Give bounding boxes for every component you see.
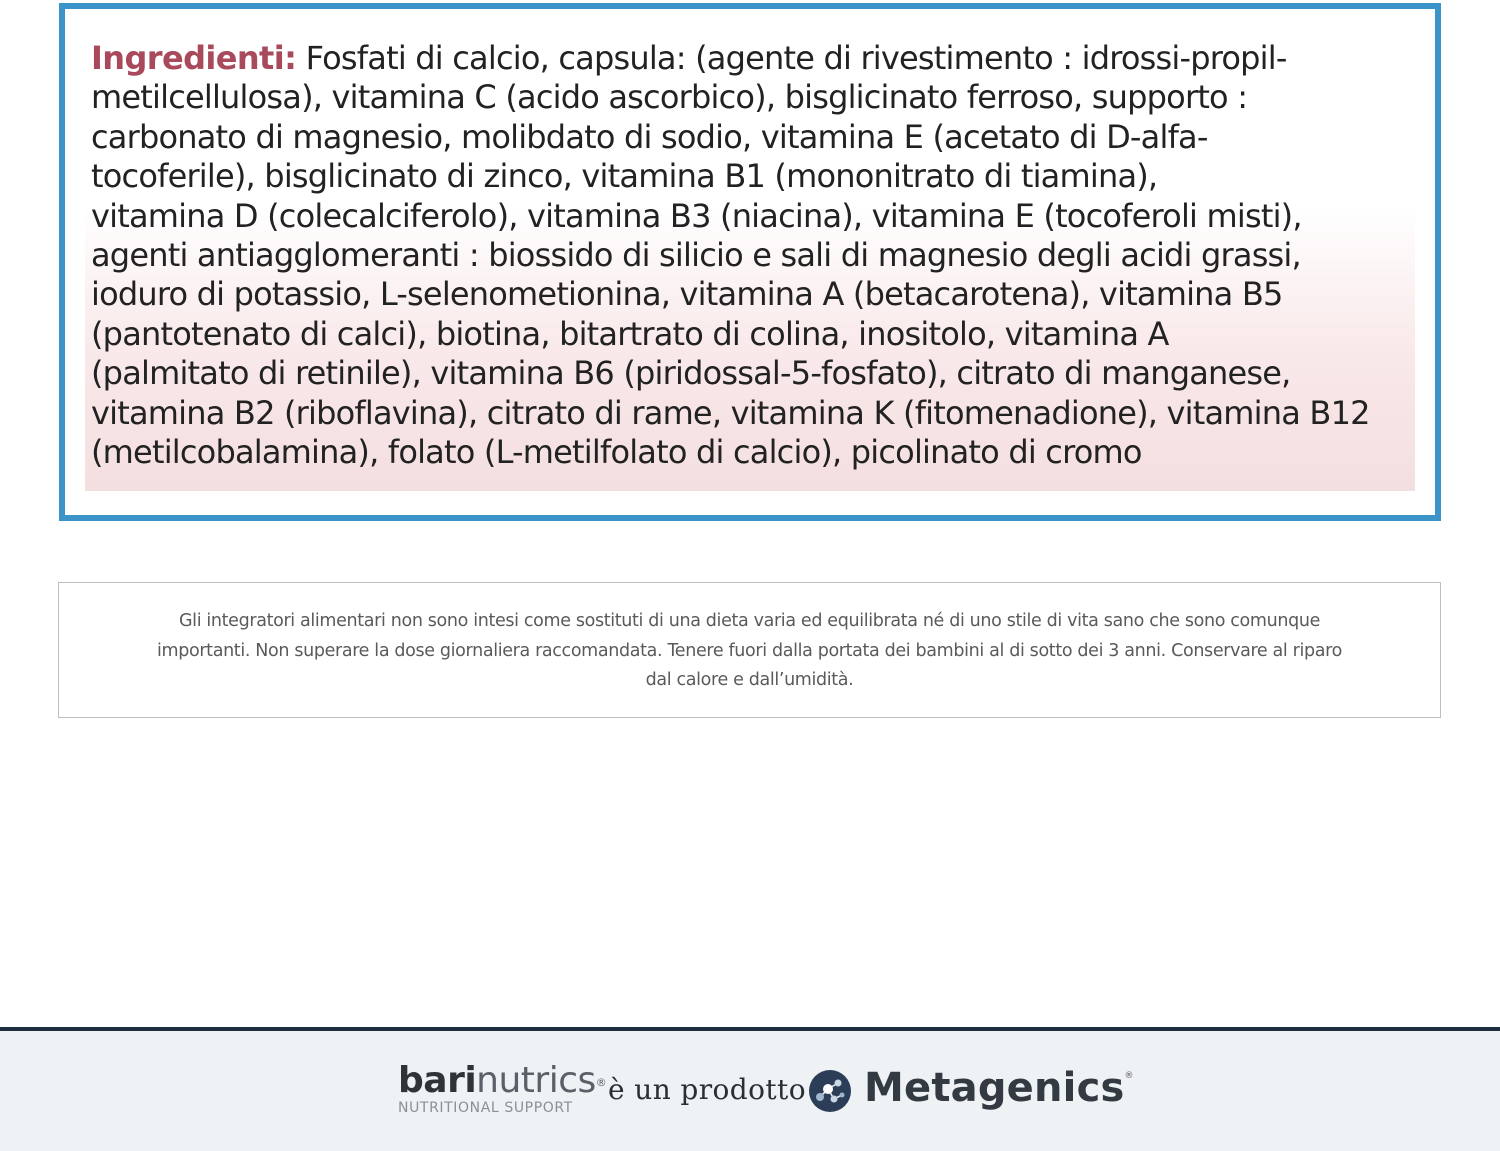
ingredients-text [91,39,1421,472]
metagenics-molecule-icon [808,1069,852,1113]
ingredients-label: Ingredienti: [91,39,297,77]
product-of-text: è un prodotto [608,1073,806,1106]
registered-mark: ® [595,1076,607,1089]
brand-tagline: NUTRITIONAL SUPPORT [398,1100,573,1116]
ingredients-line-3: carbonato di magnesio, molibdato di sodio, vitamina E (acetato di D-alfa- [91,117,1208,156]
brand-footer [0,1027,1500,1151]
ingredients-line-8: (pantotenato di calci), biotina, bitartrato di colina, inositolo, vitamina A [91,314,1169,353]
disclaimer-text [59,607,1440,696]
disclaimer-line-3: dal calore e dall’umidità. [645,670,854,690]
ingredients-line-2: metilcellulosa), vitamina C (acido ascorbico), bisglicinato ferroso, supporto : [91,78,1248,117]
ingredients-line-5: vitamina D (colecalciferolo), vitamina B3 (niacina), vitamina E (tocoferoli misti), [91,196,1302,235]
disclaimer-panel [58,582,1441,718]
ingredients-line-11: (metilcobalamina), folato (L-metilfolato di calcio), picolinato di cromo [91,433,1142,472]
metagenics-wordmark: Metagenics® [864,1065,1134,1111]
ingredients-line-9: (palmitato di retinile), vitamina B6 (piridossal-5-fosfato), citrato di manganese, [91,354,1291,393]
ingredients-line-4: tocoferile), bisglicinato di zinco, vitamina B1 (mononitrato di tiamina), [91,157,1158,196]
ingredients-line-1: Ingredienti: Fosfati di calcio, capsula: (agente di rivestimento : idrossi-propil- [91,39,1287,77]
ingredients-panel [59,3,1441,521]
ingredients-line-6: agenti antiagglomeranti : biossido di silicio e sali di magnesio degli acidi grassi, [91,236,1301,275]
barinutrics-logo [398,1060,607,1116]
registered-mark: ® [1124,1071,1134,1081]
brand-name: barinutrics® [398,1060,607,1101]
ingredients-line-10: vitamina B2 (riboflavina), citrato di rame, vitamina K (fitomenadione), vitamina B12 [91,393,1370,432]
disclaimer-line-1: Gli integratori alimentari non sono intesi come sostituti di una dieta varia ed equilibrata né di uno stile di vita sano che sono comunque [178,611,1321,631]
ingredients-line-7: ioduro di potassio, L-selenometionina, vitamina A (betacarotena), vitamina B5 [91,275,1283,314]
disclaimer-line-2: importanti. Non superare la dose giornaliera raccomandata. Tenere fuori dalla portata dei bambini al di sotto dei 3 anni. Conservare al riparo [157,640,1342,661]
